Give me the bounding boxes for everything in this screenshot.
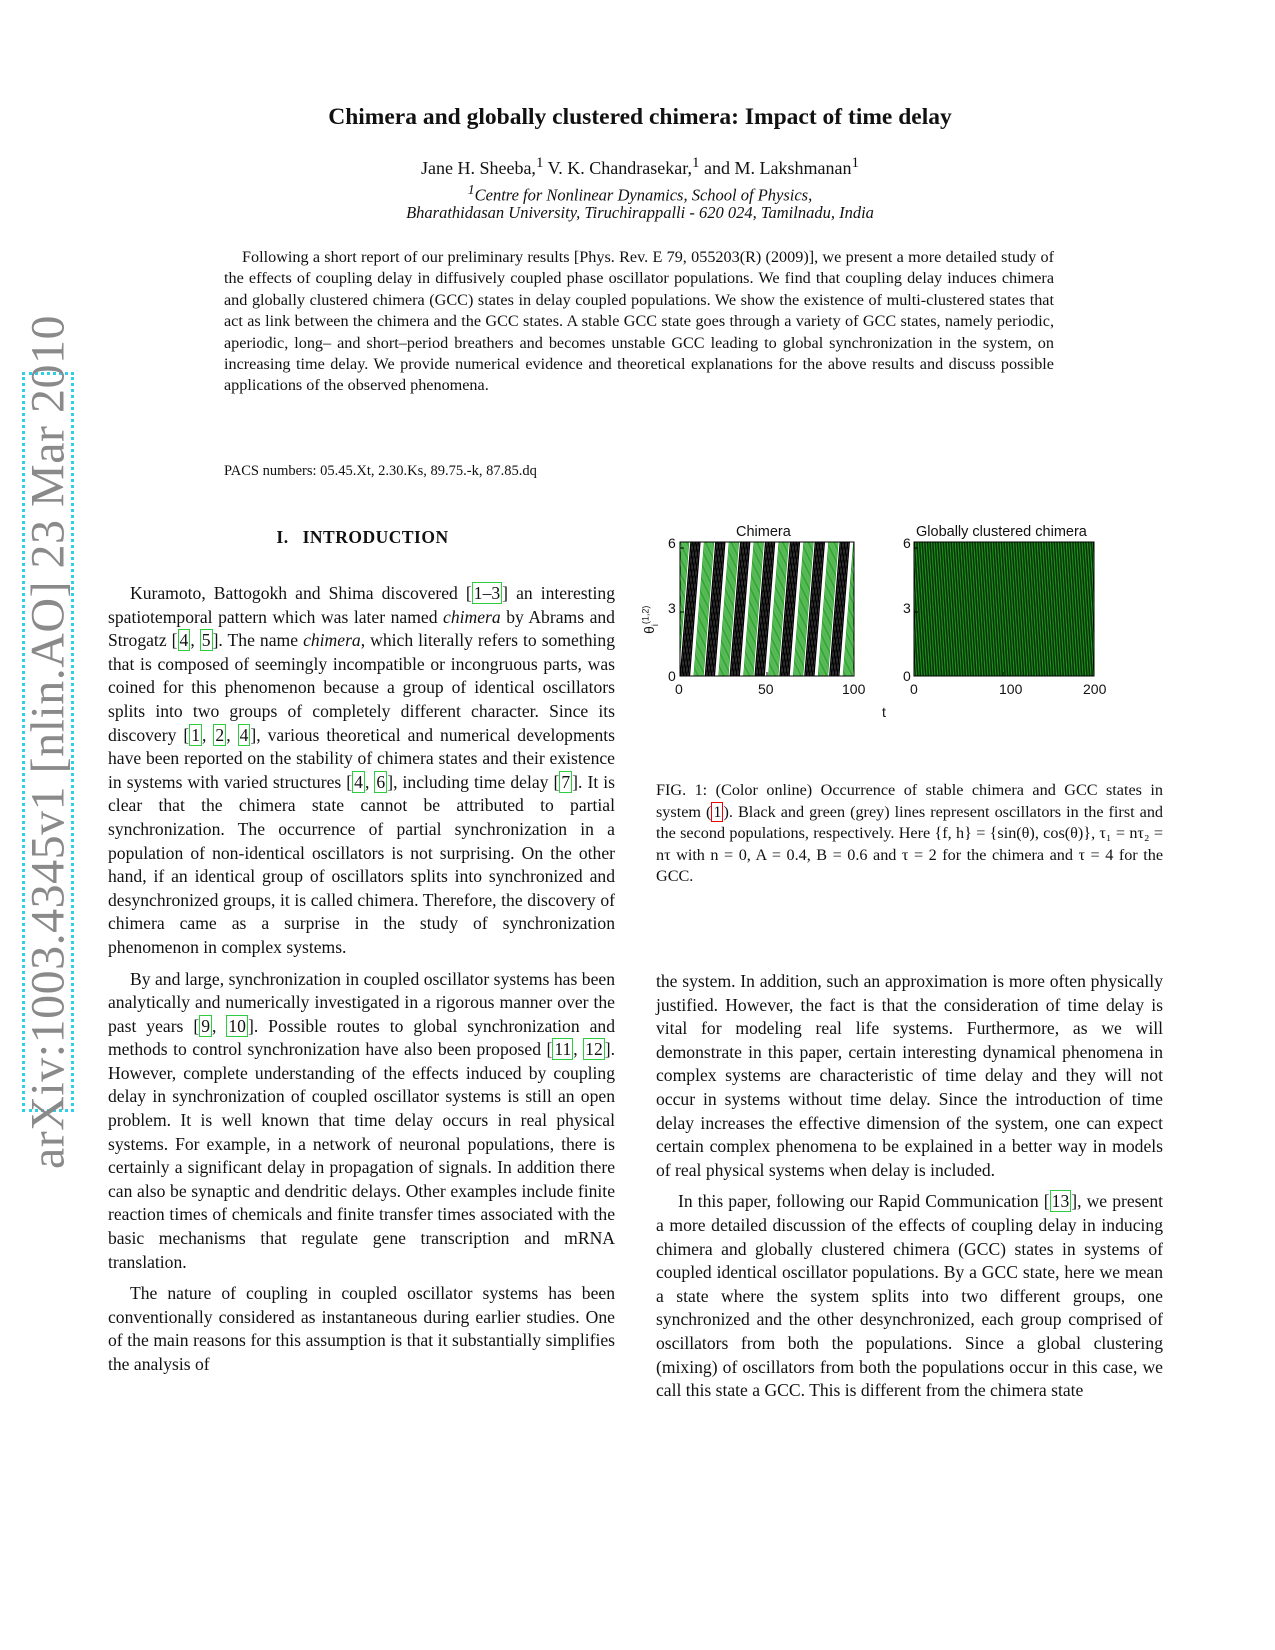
left-column — [108, 582, 615, 1385]
citation-link[interactable]: 13 — [1051, 1191, 1070, 1212]
series-line-population-1 — [864, 542, 874, 676]
author-3: and M. Lakshmanan — [704, 158, 852, 178]
citation-link[interactable]: 4 — [354, 771, 363, 792]
citation-link[interactable]: 6 — [376, 771, 386, 792]
y-tick-label: 3 — [903, 600, 911, 616]
x-tick-label: 200 — [1083, 681, 1107, 697]
series-line-population-2 — [876, 542, 886, 676]
x-tick-label: 100 — [999, 681, 1023, 697]
section-heading — [110, 527, 615, 548]
paragraph: In this paper, following our Rapid Communication [ 13 ], we present a more detailed discussion of the effects of coupling delay in inducing chimera and globally clustered chimera (GCC) states in systems of coupled identical oscillator populations. By a GCC state, here we mean a state where the system splits into two different groups, one synchronized and the other desynchronized, each group comprised of oscillators from both the populations. Since a global clustering (mixing) of oscillators from both the populations occur in this case, we call this state a GCC. This is different from the chimera state — [656, 1191, 1164, 1401]
citation-link[interactable]: 4 — [179, 630, 189, 651]
series-line-population-2 — [868, 542, 878, 676]
series-line-population-1 — [862, 542, 872, 676]
author-1: Jane H. Sheeba, — [420, 158, 536, 178]
citation-link[interactable]: 11 — [554, 1039, 572, 1060]
series-line-population-2 — [875, 542, 885, 676]
series-line-population-1 — [1097, 542, 1102, 676]
arxiv-identifier: arXiv:1003.4345v1 [nlin.AO] 23 Mar 2010 — [21, 314, 75, 1170]
series-line-population-1 — [657, 542, 667, 676]
x-tick-label: 0 — [675, 681, 683, 697]
series-line-population-2 — [1103, 542, 1108, 676]
series-line-population-1 — [858, 542, 868, 676]
paper-title: Chimera and globally clustered chimera: Impact of time delay — [328, 104, 952, 130]
plot-panel-1 — [656, 542, 888, 676]
citation-link[interactable]: 1 — [191, 724, 201, 745]
paragraph: By and large, synchronization in coupled oscillator systems has been analytically and numerically investigated in a rigorous manner over the past years [ 9 , 10 ]. Possible routes to global synchronization and methods to control synchronization have also been proposed [ 11 , 12 ]. However, complete understanding of the effects induced by coupling delay in synchronization of coupled oscillator systems is still an open problem. It is well known that time delay occurs in real physical systems. For example, in a network of neuronal populations, there is certainly a significant delay in propagation of signals. In addition there can also be synaptic and dendritic delays. Other examples include finite reaction times of chemicals and finite transfer times associated with the basic mechanisms that regulate gene transcription and mRNA translation. — [108, 968, 616, 1272]
series-line-population-1 — [1102, 542, 1107, 676]
pacs-numbers: PACS numbers: 05.45.Xt, 2.30.Ks, 89.75.-k, 87.85.dq — [224, 463, 537, 479]
figure-caption: FIG. 1: (Color online) Occurrence of stable chimera and GCC states in system ( 1 ). Black and green (grey) lines represent oscillators in the first and the second populations, respectively. Here {f, h} = {sin(θ), cos(θ)}, τ₁ = nτ₂ = nτ with n = 0, A = 0.4, B = 0.6 and τ = 2 for the chimera and τ = 4 for the GCC. — [656, 781, 1164, 885]
series-line-population-1 — [1105, 542, 1110, 676]
series-line-population-2 — [1097, 542, 1102, 676]
x-tick-label: 0 — [910, 681, 918, 697]
series-line-population-2 — [1095, 542, 1100, 676]
affiliation-line-2: Bharathidasan University, Tiruchirappalli - 620 024, Tamilnadu, India — [406, 203, 874, 222]
citation-link[interactable]: 10 — [228, 1015, 246, 1036]
abstract: Following a short report of our preliminary results [Phys. Rev. E 79, 055203(R) (2009)], we present a more detailed study of the effects of coupling delay in diffusively coupled phase oscillator populations. We find that coupling delay induces chimera and globally clustered chimera (GCC) states in delay coupled populations. We show the existence of multi-clustered states that act as link between the chimera and the GCC states. A stable GCC state goes through a variety of GCC states, namely periodic, aperiodic, long– and short–period breathers and becomes unstable GCC leading to global synchronization in the system, on increasing time delay. We provide numerical evidence and theoretical explanations for the above results and discuss possible applications of the observed phenomena. — [224, 248, 1054, 395]
arxiv-stamp — [21, 314, 75, 1170]
series-line-population-1 — [859, 542, 869, 676]
figure-1 — [640, 524, 1156, 746]
y-axis-label: $\theta_i^{(1,2)}$ — [640, 605, 660, 634]
series-line-population-1 — [1094, 542, 1099, 676]
y-tick-label: 3 — [668, 600, 676, 616]
series-line-population-2 — [869, 542, 879, 676]
section-title: INTRODUCTION — [302, 527, 449, 547]
panel-title-gcc: Globally clustered chimera — [916, 524, 1087, 540]
y-tick-label: 6 — [903, 535, 911, 551]
citation-link[interactable]: 5 — [201, 630, 211, 651]
series-line-population-1 — [1096, 542, 1101, 676]
series-line-population-1 — [856, 542, 866, 676]
y-tick-label: 0 — [903, 668, 911, 684]
author-3-affil-mark: 1 — [851, 155, 860, 171]
panel-title-chimera: Chimera — [736, 524, 791, 540]
series-line-population-1 — [1099, 542, 1104, 676]
affiliation-mark: 1 — [467, 182, 475, 197]
series-line-population-2 — [1102, 542, 1107, 676]
citation-link[interactable]: 12 — [585, 1039, 603, 1060]
series-line-population-2 — [1100, 542, 1105, 676]
series-line-population-1 — [1104, 542, 1109, 676]
x-tick-label: 100 — [842, 681, 866, 697]
author-2: V. K. Chandrasekar, — [547, 158, 693, 178]
y-tick-label: 6 — [668, 535, 676, 551]
plot-panel-2 — [901, 542, 1112, 676]
right-column — [656, 970, 1163, 1411]
affiliation-line-1 — [160, 182, 1120, 206]
paragraph: The nature of coupling in coupled oscillator systems has been conventionally considered as instantaneous during earlier studies. One of the main reasons for this assumption is that it substantially simplifies the analysis of — [108, 1283, 615, 1374]
author-1-affil-mark: 1 — [535, 155, 544, 171]
citation-link[interactable]: 4 — [239, 724, 249, 745]
figure-plot-area — [656, 526, 1156, 726]
citation-link[interactable]: 9 — [201, 1015, 211, 1036]
series-line-population-2 — [1105, 542, 1110, 676]
citation-link[interactable]: 2 — [215, 724, 225, 745]
series-line-population-2 — [872, 542, 882, 676]
series-line-population-2 — [877, 542, 887, 676]
citation-link[interactable]: 1–3 — [473, 583, 501, 603]
author-list — [160, 155, 1120, 179]
citation-link[interactable]: 7 — [561, 771, 571, 792]
series-line-population-2 — [1106, 542, 1111, 676]
x-axis-label: t — [882, 704, 886, 720]
series-line-population-2 — [874, 542, 884, 676]
paragraph: the system. In addition, such an approximation is more often physically justified. However, the fact is that the consideration of time delay is vital for modeling real life systems. Furthermore, as we will demonstrate in this paper, certain interesting dynamical phenomena in complex systems are characteristic of time delay and they will not occur in systems without time delay. Since the introduction of time delay increases the effective dimension of the system, one can expect certain complex phenomena to be explained in a better way in models of real physical systems when delay is included. — [656, 971, 1163, 1180]
equation-link[interactable]: 1 — [713, 802, 722, 821]
series-line-population-1 — [855, 542, 865, 676]
author-2-affil-mark: 1 — [692, 155, 700, 171]
series-line-population-2 — [873, 542, 883, 676]
series-line-population-1 — [656, 542, 666, 676]
series-line-population-1 — [1101, 542, 1106, 676]
y-tick-label: 0 — [668, 668, 676, 684]
affiliation-line-1-text: Centre for Nonlinear Dynamics, School of Physics, — [474, 185, 813, 205]
x-tick-label: 50 — [758, 681, 774, 697]
series-line-population-1 — [861, 542, 871, 676]
series-line-population-2 — [1098, 542, 1103, 676]
series-line-population-2 — [870, 542, 880, 676]
paragraph: Kuramoto, Battogokh and Shima discovered [ 1–3 ] an interesting spatiotemporal pattern which was later named chimera by Abrams and Strogatz [ 4 , 5 ]. The name chimera, which literally refers to something that is composed of seemingly incompatible or incongruous parts, was coined for this phenomenon because a group of identical oscillators splits into two groups of completely different character. Since its discovery [ 1 , 2 , 4 ], various theoretical and numerical developments have been reported on the stability of chimera states and their existence in systems with varied structures [ 4 , 6 ], including time delay [ 7 ]. It is clear that the chimera state cannot be attributed to partial synchronization. The occurrence of partial synchronization in a population of non-identical oscillators is not surprising. On the other hand, if an identical group of oscillators splits into synchronized and desynchronized groups, it is called chimera. Therefore, the discovery of chimera came as a surprise in the study of synchronization phenomenon in complex systems. — [108, 583, 616, 957]
section-number: I. — [276, 527, 289, 547]
